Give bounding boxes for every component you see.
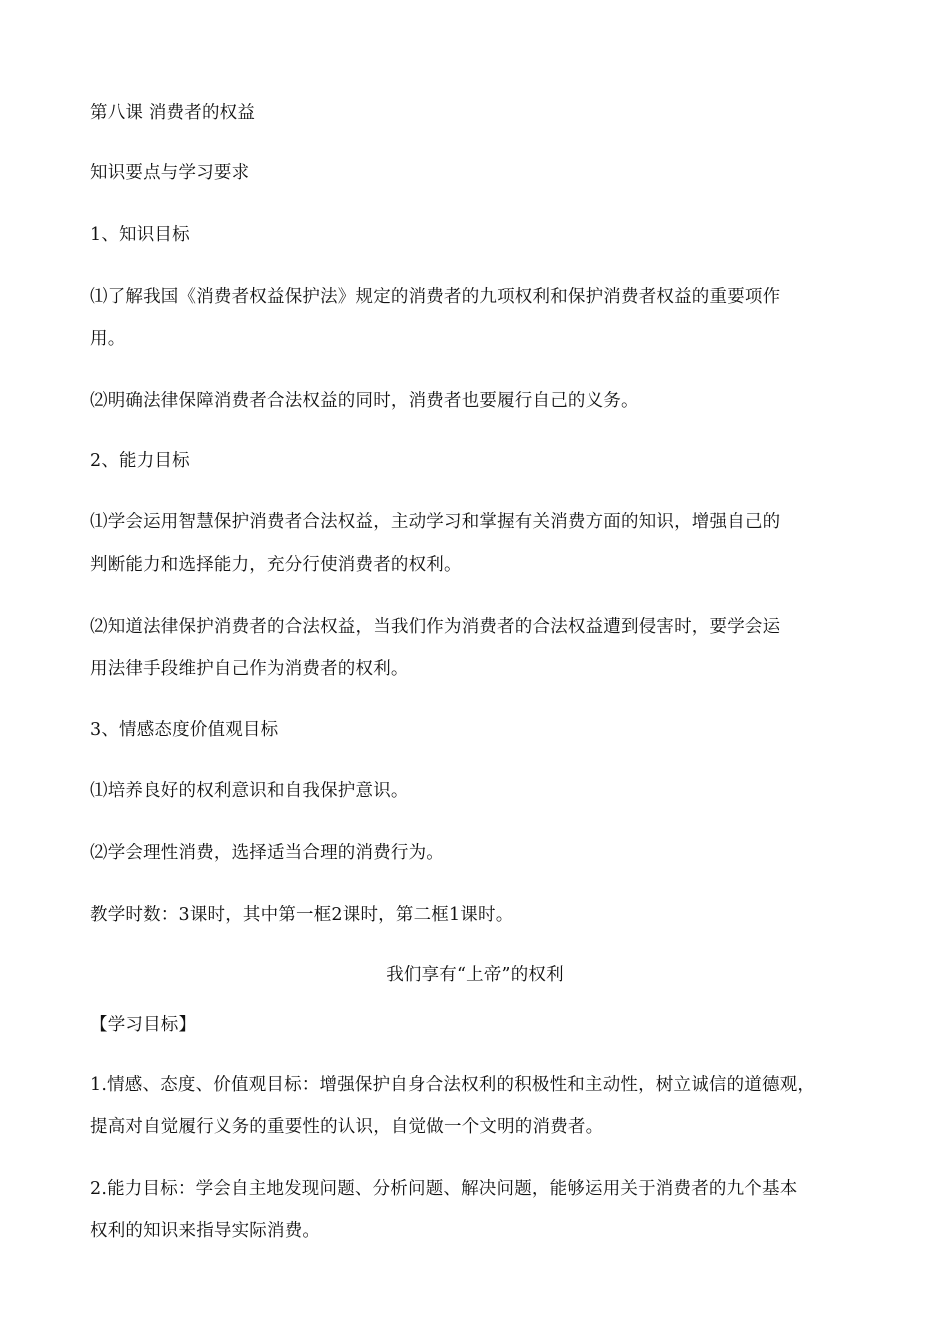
ability-item-1-line-1: ⑴学会运用智慧保护消费者合法权益，主动学习和掌握有关消费方面的知识，增强自己的 [90, 512, 781, 532]
learning-goal-1-line-2: 提高对自觉履行义务的重要性的认识，自觉做一个文明的消费者。 [90, 1117, 604, 1137]
teaching-hours: 教学时数：3课时，其中第一框2课时，第二框1课时。 [90, 905, 514, 925]
learning-goals-heading: 【学习目标】 [90, 1015, 197, 1035]
emotion-objective-heading: 3、情感态度价值观目标 [90, 720, 279, 740]
section-heading: 知识要点与学习要求 [90, 163, 250, 183]
learning-goal-1-line-1: 1.情感、态度、价值观目标：增强保护自身合法权利的积极性和主动性，树立诚信的道德观， [90, 1075, 816, 1095]
lesson-title: 第八课 消费者的权益 [90, 103, 256, 123]
knowledge-objective-heading: 1、知识目标 [90, 225, 190, 245]
learning-goal-2-line-2: 权利的知识来指导实际消费。 [90, 1221, 321, 1241]
ability-item-1-line-2: 判断能力和选择能力，充分行使消费者的权利。 [90, 555, 462, 575]
knowledge-item-1-line-1: ⑴了解我国《消费者权益保护法》规定的消费者的九项权利和保护消费者权益的重要项作 [90, 287, 781, 307]
emotion-item-2: ⑵学会理性消费，选择适当合理的消费行为。 [90, 843, 444, 863]
ability-item-2-line-2: 用法律手段维护自己作为消费者的权利。 [90, 659, 409, 679]
learning-goal-2-line-1: 2.能力目标：学会自主地发现问题、分析问题、解决问题，能够运用关于消费者的九个基本 [90, 1179, 798, 1199]
knowledge-item-2: ⑵明确法律保障消费者合法权益的同时，消费者也要履行自己的义务。 [90, 391, 639, 411]
knowledge-item-1-line-2: 用。 [90, 329, 126, 349]
emotion-item-1: ⑴培养良好的权利意识和自我保护意识。 [90, 781, 409, 801]
subsection-title: 我们享有“上帝”的权利 [386, 965, 564, 985]
ability-item-2-line-1: ⑵知道法律保护消费者的合法权益，当我们作为消费者的合法权益遭到侵害时，要学会运 [90, 617, 781, 637]
ability-objective-heading: 2、能力目标 [90, 451, 190, 471]
